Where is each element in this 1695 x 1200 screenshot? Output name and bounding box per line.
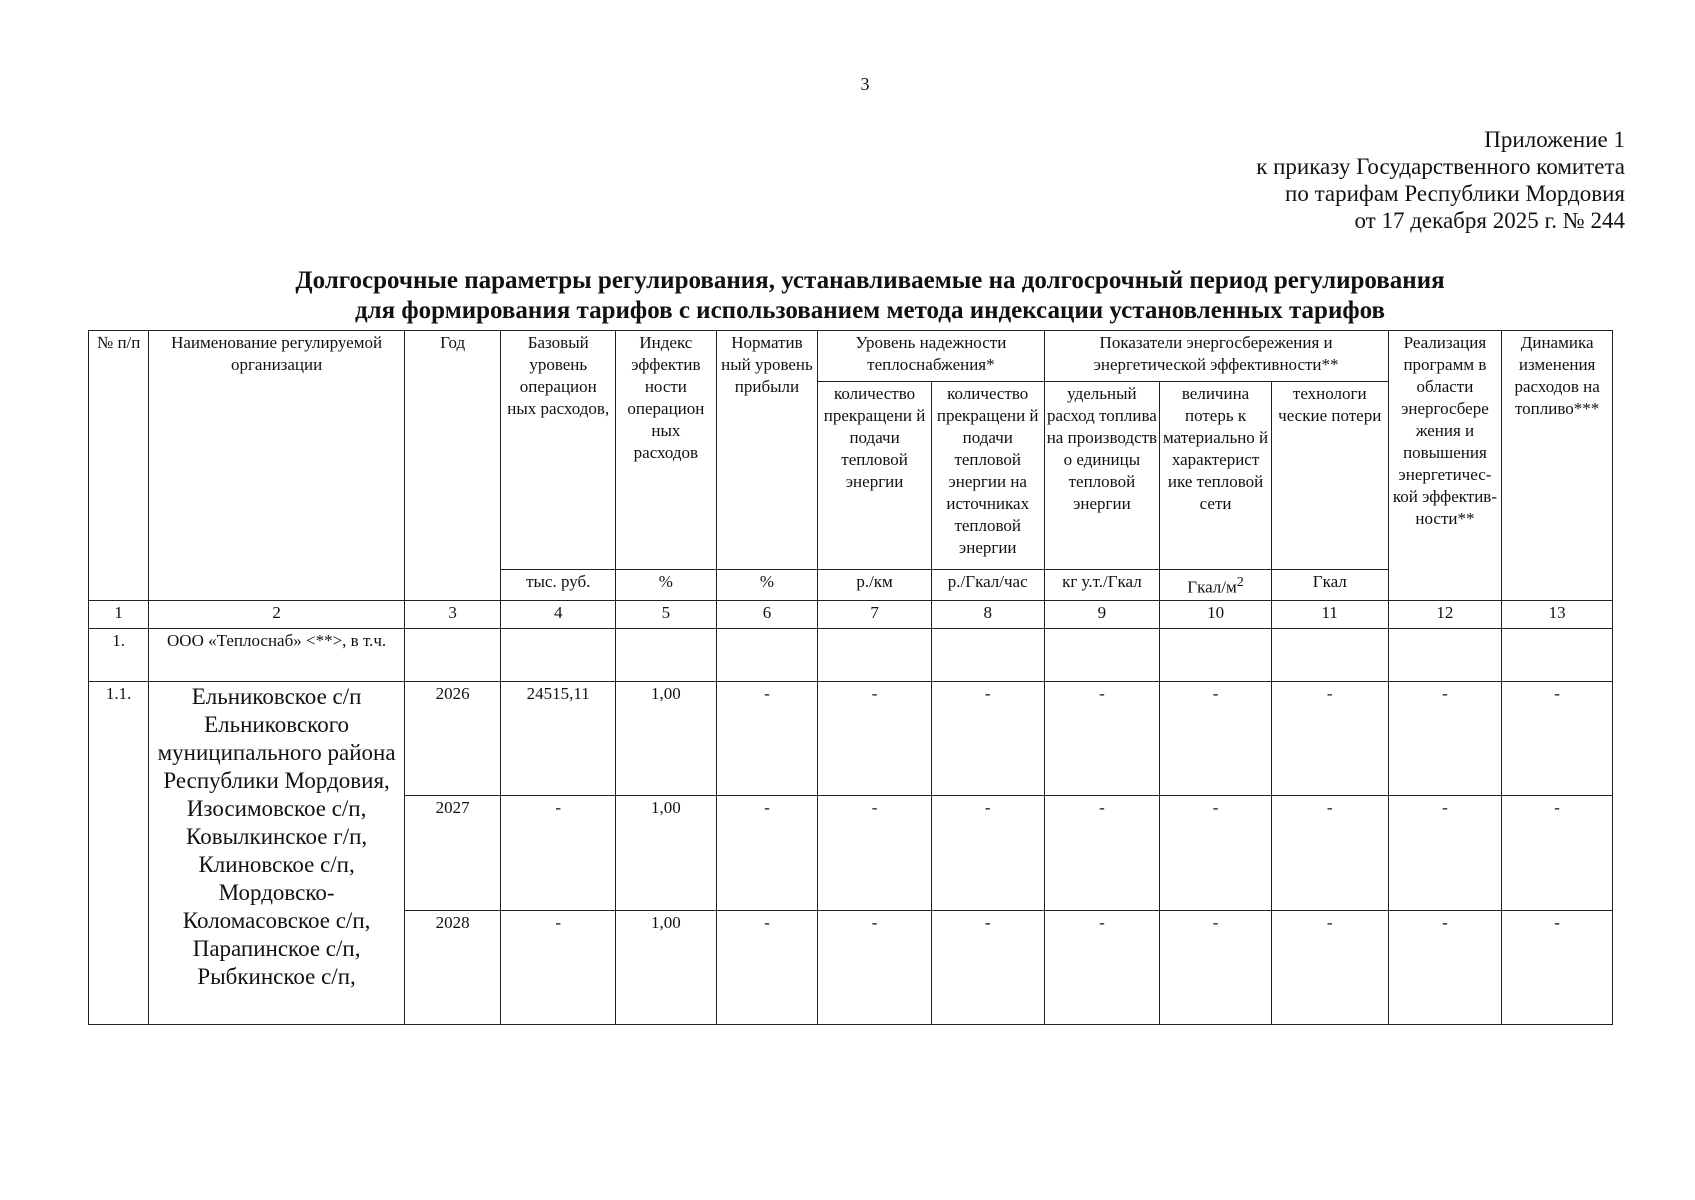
unit-col-10: Гкал/$м^2$ <box>1160 569 1272 600</box>
tech-losses-cell: - <box>1271 796 1388 910</box>
title-line-2: для формирования тарифов с использованием метода индексации установленных тарифов <box>354 297 1386 324</box>
column-number: 7 <box>818 600 932 628</box>
document-title <box>80 266 1660 326</box>
base-opex-cell: - <box>501 910 616 1024</box>
header-col-losses-ratio: величина потерь к материально й характерист ике тепловой сети <box>1160 381 1272 569</box>
column-number: 11 <box>1271 600 1388 628</box>
column-number: 10 <box>1160 600 1272 628</box>
header-col-year: Год <box>404 331 501 601</box>
header-col-org-name: Наименование регулируемой организации <box>149 331 405 601</box>
column-number: 3 <box>404 600 501 628</box>
unit-col-5: % <box>616 569 717 600</box>
profit-level-cell: - <box>716 681 818 795</box>
fuel-rate-cell: - <box>1044 796 1160 910</box>
column-number: 1 <box>89 600 149 628</box>
header-col-interruptions: количество прекращени й подачи тепловой энергии <box>818 381 932 569</box>
unit-col-11: Гкал <box>1271 569 1388 600</box>
header-group-energy-efficiency: Показатели энергосбережения и энергетической эффективности** <box>1044 331 1388 382</box>
losses-ratio-cell: - <box>1160 796 1272 910</box>
column-number: 9 <box>1044 600 1160 628</box>
year-cell: 2027 <box>404 796 501 910</box>
header-col-efficiency-index: Индекс эффектив ности операцион ных расходов <box>616 331 717 570</box>
fuel-rate-cell: - <box>1044 910 1160 1024</box>
header-group-reliability: Уровень надежности теплоснабжения* <box>818 331 1044 382</box>
header-col-programs: Реализация программ в области энергосбере жения и повышения энергетичес- кой эффектив- ности** <box>1388 331 1502 601</box>
unit-col-7: р./км <box>818 569 932 600</box>
unit-col-4: тыс. руб. <box>501 569 616 600</box>
interruptions-cell: - <box>818 910 932 1024</box>
efficiency-index-cell: 1,00 <box>616 796 717 910</box>
interruptions-sources-cell: - <box>931 796 1044 910</box>
header-col-fuel-dynamics: Динамика изменения расходов на топливо*** <box>1502 331 1613 601</box>
efficiency-index-cell: 1,00 <box>616 681 717 795</box>
profit-level-cell: - <box>716 910 818 1024</box>
unit-col-9: кг у.т./Гкал <box>1044 569 1160 600</box>
tech-losses-cell: - <box>1271 681 1388 795</box>
header-col-profit-level: Норматив ный уровень прибыли <box>716 331 818 570</box>
year-cell: 2026 <box>404 681 501 795</box>
header-col-number: № п/п <box>89 331 149 601</box>
org-row-number: 1. <box>89 629 149 682</box>
title-line-1: Долгосрочные параметры регулирования, устанавливаемые на долгосрочный период регулирования <box>295 267 1445 294</box>
interruptions-cell: - <box>818 796 932 910</box>
header-col-fuel-rate: удельный расход топлива на производств о единицы тепловой энергии <box>1044 381 1160 569</box>
column-number: 12 <box>1388 600 1502 628</box>
fuel-dynamics-cell: - <box>1502 910 1613 1024</box>
unit-col-6: % <box>716 569 818 600</box>
page-number: 3 <box>860 74 870 94</box>
programs-cell: - <box>1388 681 1502 795</box>
header-col-base-opex: Базовый уровень операцион ных расходов, <box>501 331 616 570</box>
org-name: ООО «Теплоснаб» <**>, в т.ч. <box>149 629 405 682</box>
header-col-tech-losses: технологи ческие потери <box>1271 381 1388 569</box>
column-number: 2 <box>149 600 405 628</box>
appendix-block <box>1256 126 1625 234</box>
appendix-line-1: Приложение 1 <box>1484 127 1625 152</box>
losses-ratio-cell: - <box>1160 681 1272 795</box>
interruptions-sources-cell: - <box>931 910 1044 1024</box>
appendix-line-2: к приказу Государственного комитета <box>1256 154 1625 179</box>
sub-row-number: 1.1. <box>89 681 149 1024</box>
table-row <box>89 681 1613 795</box>
base-opex-cell: 24515,11 <box>501 681 616 795</box>
column-number: 5 <box>616 600 717 628</box>
column-number: 6 <box>716 600 818 628</box>
programs-cell: - <box>1388 796 1502 910</box>
efficiency-index-cell: 1,00 <box>616 910 717 1024</box>
year-cell: 2028 <box>404 910 501 1024</box>
losses-ratio-cell: - <box>1160 910 1272 1024</box>
fuel-rate-cell: - <box>1044 681 1160 795</box>
profit-level-cell: - <box>716 796 818 910</box>
programs-cell: - <box>1388 910 1502 1024</box>
interruptions-cell: - <box>818 681 932 795</box>
appendix-line-4: от 17 декабря 2025 г. № 244 <box>1354 208 1625 233</box>
fuel-dynamics-cell: - <box>1502 796 1613 910</box>
unit-col-8: р./Гкал/час <box>931 569 1044 600</box>
column-number: 8 <box>931 600 1044 628</box>
appendix-line-3: по тарифам Республики Мордовия <box>1285 181 1625 206</box>
tech-losses-cell: - <box>1271 910 1388 1024</box>
interruptions-sources-cell: - <box>931 681 1044 795</box>
sub-org-name: Ельниковское с/п Ельниковского муниципального района Республики Мордовия, Изосимовское с/п, Ковылкинское г/п, Клиновское с/п, Мордовско-Коломасовское с/п, Парапинское с/п, Рыбкинское с/п, <box>149 681 405 1024</box>
column-number: 4 <box>501 600 616 628</box>
fuel-dynamics-cell: - <box>1502 681 1613 795</box>
base-opex-cell: - <box>501 796 616 910</box>
column-number: 13 <box>1502 600 1613 628</box>
header-col-interruptions-sources: количество прекращени й подачи тепловой энергии на источниках тепловой энергии <box>931 381 1044 569</box>
parameters-table <box>88 330 1613 1025</box>
